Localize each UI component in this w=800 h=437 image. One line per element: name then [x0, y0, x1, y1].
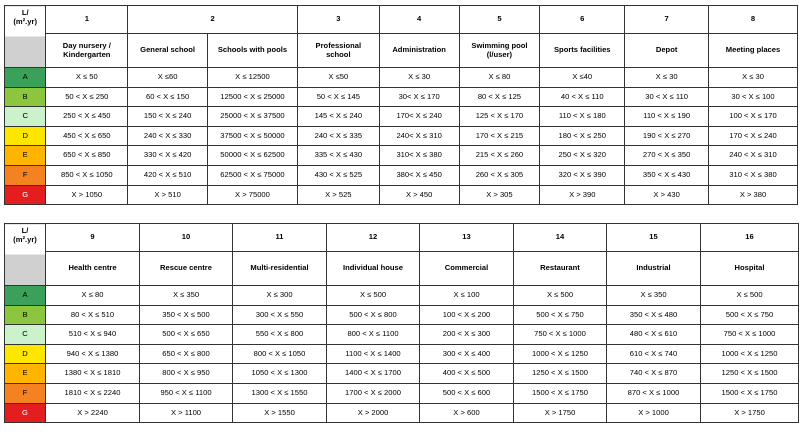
group-number: 6 [540, 6, 625, 34]
grade-row [5, 107, 798, 127]
threshold-cell: X > 1100 [140, 403, 233, 423]
grade-label-b: B [5, 305, 46, 325]
threshold-cell: X ≤ 500 [514, 286, 607, 306]
category-name: Restaurant [514, 252, 607, 286]
threshold-cell: X > 380 [709, 185, 798, 205]
group-number: 7 [625, 6, 709, 34]
threshold-cell: 1050 < X ≤ 1300 [233, 364, 327, 384]
category-name: Schools with pools [208, 34, 298, 68]
threshold-cell: X > 2000 [327, 403, 420, 423]
threshold-cell: 1250 < X ≤ 1500 [514, 364, 607, 384]
group-number: 8 [709, 6, 798, 34]
group-number: 3 [297, 6, 379, 34]
threshold-cell: 870 < X ≤ 1000 [607, 383, 701, 403]
category-name: Administration [379, 34, 459, 68]
threshold-cell: 400 < X ≤ 500 [420, 364, 514, 384]
threshold-cell: X ≤ 30 [379, 68, 459, 88]
threshold-cell: X > 1000 [607, 403, 701, 423]
grade-row [5, 87, 798, 107]
threshold-cell: 80 < X ≤ 510 [46, 305, 140, 325]
threshold-cell: 500 < X ≤ 650 [140, 325, 233, 345]
threshold-cell: 310 < X ≤ 380 [709, 165, 798, 185]
threshold-cell: 100 < X ≤ 200 [420, 305, 514, 325]
grade-label-a: A [5, 68, 46, 88]
category-name: General school [128, 34, 208, 68]
threshold-cell: 80 < X ≤ 125 [459, 87, 540, 107]
threshold-cell: 750 < X ≤ 1000 [701, 325, 799, 345]
unit-label: L/ (m².yr) [5, 6, 46, 68]
threshold-cell: X > 75000 [208, 185, 298, 205]
threshold-cell: 450 < X ≤ 650 [46, 126, 128, 146]
threshold-cell: 500 < X ≤ 750 [701, 305, 799, 325]
threshold-cell: 62500 < X ≤ 75000 [208, 165, 298, 185]
threshold-cell: 500 < X ≤ 750 [514, 305, 607, 325]
threshold-cell: 1250 < X ≤ 1500 [701, 364, 799, 384]
grade-label-f: F [5, 383, 46, 403]
grade-row [5, 344, 799, 364]
group-number-row [5, 224, 799, 252]
threshold-cell: 30< X ≤ 170 [379, 87, 459, 107]
category-name: Sports facilities [540, 34, 625, 68]
grade-label-c: C [5, 107, 46, 127]
threshold-cell: 300 < X ≤ 400 [420, 344, 514, 364]
grade-label-g: G [5, 185, 46, 205]
threshold-cell: 1380 < X ≤ 1810 [46, 364, 140, 384]
group-number: 10 [140, 224, 233, 252]
threshold-cell: X ≤ 30 [709, 68, 798, 88]
threshold-cell: 12500 < X ≤ 25000 [208, 87, 298, 107]
threshold-cell: 25000 < X ≤ 37500 [208, 107, 298, 127]
threshold-cell: 650 < X ≤ 850 [46, 146, 128, 166]
grade-row [5, 383, 799, 403]
threshold-cell: 480 < X ≤ 610 [607, 325, 701, 345]
threshold-cell: X > 510 [128, 185, 208, 205]
threshold-cell: 100 < X ≤ 170 [709, 107, 798, 127]
threshold-cell: X > 1550 [233, 403, 327, 423]
grade-label-e: E [5, 146, 46, 166]
grade-row [5, 165, 798, 185]
consumption-table-2 [4, 223, 799, 423]
category-name: Day nursery / Kindergarten [46, 34, 128, 68]
threshold-cell: 430 < X ≤ 525 [297, 165, 379, 185]
category-name: Professional school [297, 34, 379, 68]
threshold-cell: X > 450 [379, 185, 459, 205]
grade-label-a: A [5, 286, 46, 306]
threshold-cell: X ≤ 80 [459, 68, 540, 88]
category-name: Swimming pool (l/user) [459, 34, 540, 68]
threshold-cell: X ≤ 12500 [208, 68, 298, 88]
threshold-cell: X > 525 [297, 185, 379, 205]
grade-label-e: E [5, 364, 46, 384]
threshold-cell: 1500 < X ≤ 1750 [514, 383, 607, 403]
group-number: 2 [128, 6, 298, 34]
grade-row [5, 68, 798, 88]
group-number: 13 [420, 224, 514, 252]
grade-label-d: D [5, 344, 46, 364]
threshold-cell: 350 < X ≤ 480 [607, 305, 701, 325]
threshold-cell: 190 < X ≤ 270 [625, 126, 709, 146]
threshold-cell: X ≤ 30 [625, 68, 709, 88]
threshold-cell: 500 < X ≤ 800 [327, 305, 420, 325]
threshold-cell: X ≤ 350 [140, 286, 233, 306]
threshold-cell: 510 < X ≤ 940 [46, 325, 140, 345]
threshold-cell: X > 430 [625, 185, 709, 205]
threshold-cell: 240 < X ≤ 335 [297, 126, 379, 146]
threshold-cell: 1400 < X ≤ 1700 [327, 364, 420, 384]
threshold-cell: X > 1050 [46, 185, 128, 205]
threshold-cell: 800 < X ≤ 1100 [327, 325, 420, 345]
threshold-cell: 300 < X ≤ 550 [233, 305, 327, 325]
threshold-cell: X ≤ 500 [701, 286, 799, 306]
threshold-cell: 335 < X ≤ 430 [297, 146, 379, 166]
threshold-cell: 250 < X ≤ 320 [540, 146, 625, 166]
threshold-cell: 380< X ≤ 450 [379, 165, 459, 185]
group-number: 9 [46, 224, 140, 252]
threshold-cell: 170 < X ≤ 240 [709, 126, 798, 146]
group-number: 4 [379, 6, 459, 34]
threshold-cell: 1700 < X ≤ 2000 [327, 383, 420, 403]
threshold-cell: 740 < X ≤ 870 [607, 364, 701, 384]
threshold-cell: 170 < X ≤ 215 [459, 126, 540, 146]
threshold-cell: 240 < X ≤ 310 [709, 146, 798, 166]
threshold-cell: 950 < X ≤ 1100 [140, 383, 233, 403]
group-number: 5 [459, 6, 540, 34]
threshold-cell: X ≤ 100 [420, 286, 514, 306]
threshold-cell: 125 < X ≤ 170 [459, 107, 540, 127]
consumption-table-1 [4, 5, 798, 205]
group-number: 15 [607, 224, 701, 252]
threshold-cell: 1300 < X ≤ 1550 [233, 383, 327, 403]
threshold-cell: 110 < X ≤ 180 [540, 107, 625, 127]
threshold-cell: 350 < X ≤ 500 [140, 305, 233, 325]
threshold-cell: 145 < X ≤ 240 [297, 107, 379, 127]
threshold-cell: 50000 < X ≤ 62500 [208, 146, 298, 166]
category-name-row [5, 34, 798, 68]
group-number: 16 [701, 224, 799, 252]
category-name: Health centre [46, 252, 140, 286]
threshold-cell: 320 < X ≤ 390 [540, 165, 625, 185]
threshold-cell: X > 305 [459, 185, 540, 205]
grade-row [5, 403, 799, 423]
threshold-cell: 650 < X ≤ 800 [140, 344, 233, 364]
group-number: 12 [327, 224, 420, 252]
threshold-cell: X ≤ 300 [233, 286, 327, 306]
category-name: Meeting places [709, 34, 798, 68]
group-number: 1 [46, 6, 128, 34]
threshold-cell: X > 600 [420, 403, 514, 423]
category-name: Industrial [607, 252, 701, 286]
threshold-cell: 30 < X ≤ 100 [709, 87, 798, 107]
threshold-cell: 1810 < X ≤ 2240 [46, 383, 140, 403]
threshold-cell: 50 < X ≤ 250 [46, 87, 128, 107]
threshold-cell: 750 < X ≤ 1000 [514, 325, 607, 345]
grade-row [5, 305, 799, 325]
grade-row [5, 126, 798, 146]
group-number: 11 [233, 224, 327, 252]
threshold-cell: 610 < X ≤ 740 [607, 344, 701, 364]
category-name-row [5, 252, 799, 286]
threshold-cell: 850 < X ≤ 1050 [46, 165, 128, 185]
group-number: 14 [514, 224, 607, 252]
threshold-cell: 500 < X ≤ 600 [420, 383, 514, 403]
threshold-cell: 250 < X ≤ 450 [46, 107, 128, 127]
threshold-cell: 50 < X ≤ 145 [297, 87, 379, 107]
threshold-cell: 800 < X ≤ 950 [140, 364, 233, 384]
threshold-cell: X > 2240 [46, 403, 140, 423]
threshold-cell: 240< X ≤ 310 [379, 126, 459, 146]
grade-label-b: B [5, 87, 46, 107]
threshold-cell: 215 < X ≤ 260 [459, 146, 540, 166]
threshold-cell: X ≤50 [297, 68, 379, 88]
threshold-cell: 60 < X ≤ 150 [128, 87, 208, 107]
category-name: Multi-residential [233, 252, 327, 286]
threshold-cell: 1000 < X ≤ 1250 [514, 344, 607, 364]
threshold-cell: X > 1750 [701, 403, 799, 423]
threshold-cell: 40 < X ≤ 110 [540, 87, 625, 107]
threshold-cell: 260 < X ≤ 305 [459, 165, 540, 185]
category-name: Rescue centre [140, 252, 233, 286]
grade-label-d: D [5, 126, 46, 146]
threshold-cell: 1500 < X ≤ 1750 [701, 383, 799, 403]
threshold-cell: 150 < X ≤ 240 [128, 107, 208, 127]
threshold-cell: 330 < X ≤ 420 [128, 146, 208, 166]
threshold-cell: X ≤ 500 [327, 286, 420, 306]
threshold-cell: 30 < X ≤ 110 [625, 87, 709, 107]
grade-row [5, 185, 798, 205]
threshold-cell: 270 < X ≤ 350 [625, 146, 709, 166]
threshold-cell: 110 < X ≤ 190 [625, 107, 709, 127]
threshold-cell: X ≤ 50 [46, 68, 128, 88]
threshold-cell: 310< X ≤ 380 [379, 146, 459, 166]
threshold-cell: 350 < X ≤ 430 [625, 165, 709, 185]
category-name: Depot [625, 34, 709, 68]
category-name: Individual house [327, 252, 420, 286]
grade-label-c: C [5, 325, 46, 345]
grade-row [5, 286, 799, 306]
unit-label: L/ (m².yr) [5, 224, 46, 286]
threshold-cell: X ≤ 80 [46, 286, 140, 306]
threshold-cell: 420 < X ≤ 510 [128, 165, 208, 185]
threshold-cell: 1000 < X ≤ 1250 [701, 344, 799, 364]
threshold-cell: 550 < X ≤ 800 [233, 325, 327, 345]
threshold-cell: X ≤40 [540, 68, 625, 88]
grade-label-g: G [5, 403, 46, 423]
category-name: Hospital [701, 252, 799, 286]
threshold-cell: 940 < X ≤ 1380 [46, 344, 140, 364]
threshold-cell: 240 < X ≤ 330 [128, 126, 208, 146]
threshold-cell: X > 390 [540, 185, 625, 205]
threshold-cell: 800 < X ≤ 1050 [233, 344, 327, 364]
threshold-cell: 170< X ≤ 240 [379, 107, 459, 127]
threshold-cell: 200 < X ≤ 300 [420, 325, 514, 345]
group-number-row [5, 6, 798, 34]
threshold-cell: 180 < X ≤ 250 [540, 126, 625, 146]
grade-row [5, 146, 798, 166]
grade-row [5, 325, 799, 345]
threshold-cell: X ≤ 350 [607, 286, 701, 306]
threshold-cell: 1100 < X ≤ 1400 [327, 344, 420, 364]
grade-row [5, 364, 799, 384]
threshold-cell: 37500 < X ≤ 50000 [208, 126, 298, 146]
grade-label-f: F [5, 165, 46, 185]
category-name: Commercial [420, 252, 514, 286]
threshold-cell: X ≤60 [128, 68, 208, 88]
threshold-cell: X > 1750 [514, 403, 607, 423]
